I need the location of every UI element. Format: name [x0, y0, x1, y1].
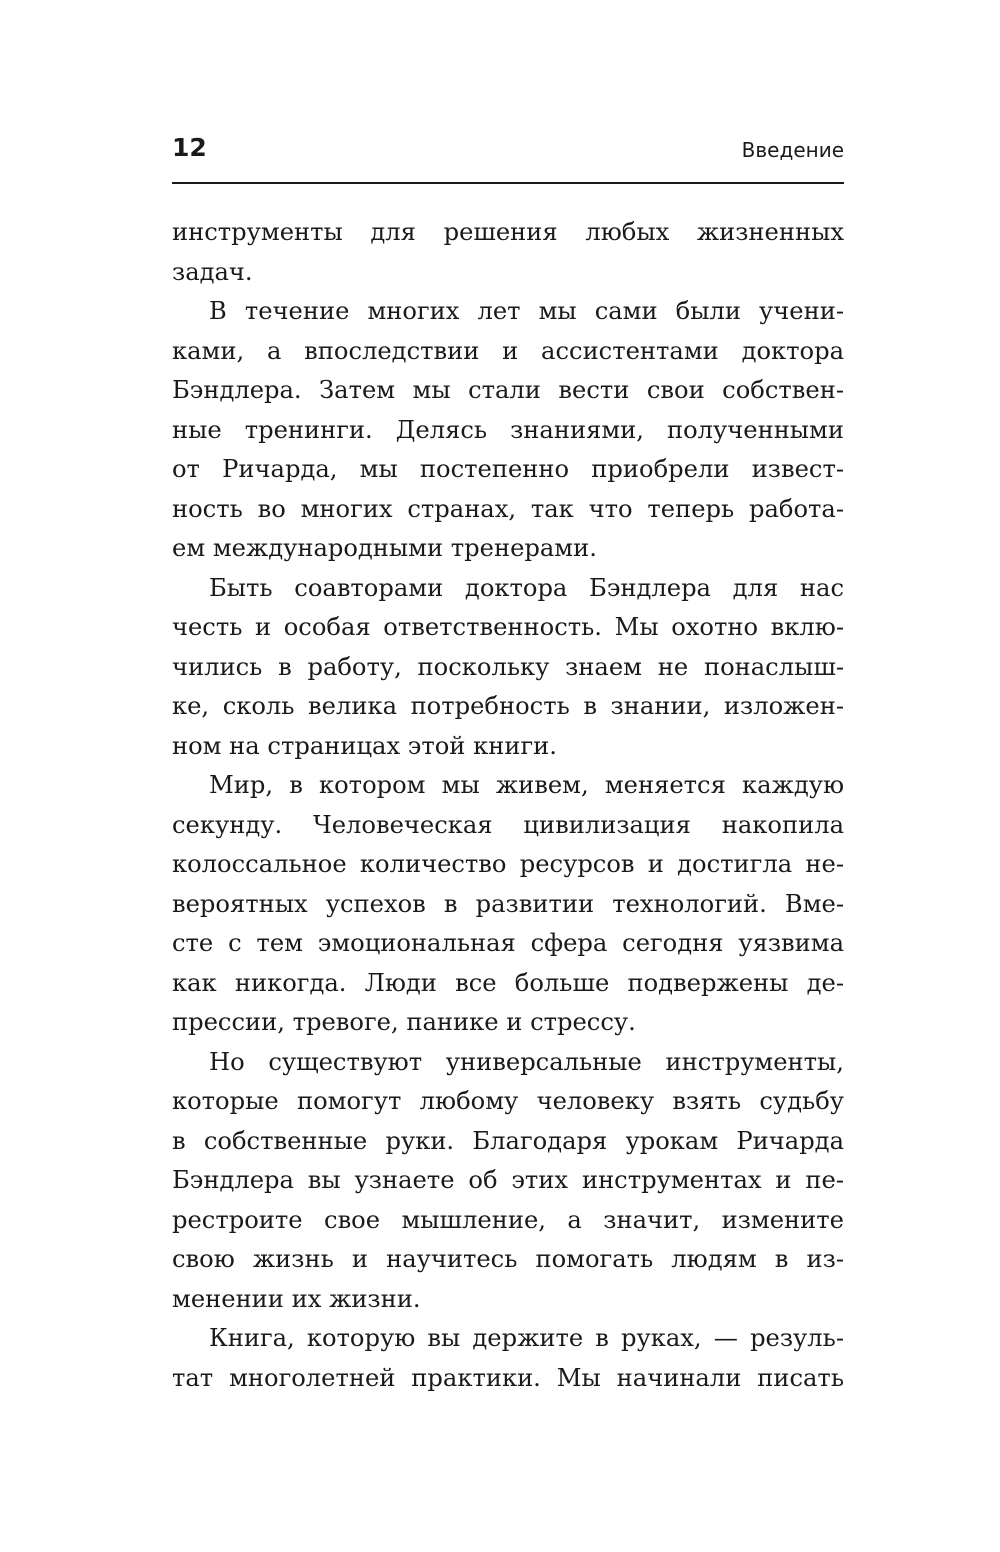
text-line: секунду. Человеческая цивилизация накопила — [172, 810, 844, 839]
text-line: В течение многих лет мы сами были учени- — [209, 297, 844, 325]
text-line: Но существуют универсальные инструменты, — [209, 1047, 844, 1076]
page-header — [172, 128, 844, 168]
text-line: тат многолетней практики. Мы начинали писать — [172, 1363, 844, 1392]
text-line: ками, а впоследствии и ассистентами доктора — [172, 336, 844, 365]
text-line: сте с тем эмоциональная сфера сегодня уязвима — [172, 929, 844, 957]
text-line: в собственные руки. Благодаря урокам Ричарда — [172, 1126, 844, 1155]
text-line: Книга, которую вы держите в руках, — резуль- — [209, 1324, 844, 1352]
text-line: от Ричарда, мы постепенно приобрели извест- — [172, 455, 844, 483]
text-line: как никогда. Люди все больше подвержены де- — [172, 968, 844, 997]
text-line: честь и особая ответственность. Мы охотно вклю- — [172, 613, 844, 641]
text-line: задач. — [172, 257, 253, 286]
text-line: ность во многих странах, так что теперь работа- — [172, 494, 844, 523]
text-line: колоссальное количество ресурсов и достигла не- — [172, 850, 844, 878]
text-line: ные тренинги. Делясь знаниями, полученными — [172, 415, 844, 444]
text-line: Мир, в котором мы живем, меняется каждую — [209, 771, 844, 799]
text-line: чились в работу, поскольку знаем не понаслыш- — [172, 652, 844, 681]
body-text — [172, 213, 844, 1398]
text-line: инструменты для решения любых жизненных — [172, 218, 844, 246]
text-line: ем международными тренерами. — [172, 534, 597, 562]
page-number: 12 — [172, 133, 207, 162]
text-line: Быть соавторами доктора Бэндлера для нас — [209, 573, 844, 602]
text-line: ке, сколь велика потребность в знании, изложен- — [172, 692, 844, 720]
text-line: вероятных успехов в развитии технологий. Вме- — [172, 889, 844, 918]
header-rule — [172, 182, 844, 184]
text-line: которые помогут любому человеку взять судьбу — [172, 1087, 844, 1115]
text-line: Бэндлера вы узнаете об этих инструментах и пе- — [172, 1166, 844, 1194]
running-head: Введение — [741, 138, 844, 162]
text-line: Бэндлера. Затем мы стали вести свои собствен- — [172, 376, 844, 404]
text-line: свою жизнь и научитесь помогать людям в из- — [172, 1245, 844, 1273]
text-line: прессии, тревоге, панике и стрессу. — [172, 1008, 636, 1036]
text-line: рестроите свое мышление, а значит, измените — [172, 1205, 844, 1234]
text-line: ном на страницах этой книги. — [172, 731, 557, 760]
text-line: менении их жизни. — [172, 1284, 421, 1313]
